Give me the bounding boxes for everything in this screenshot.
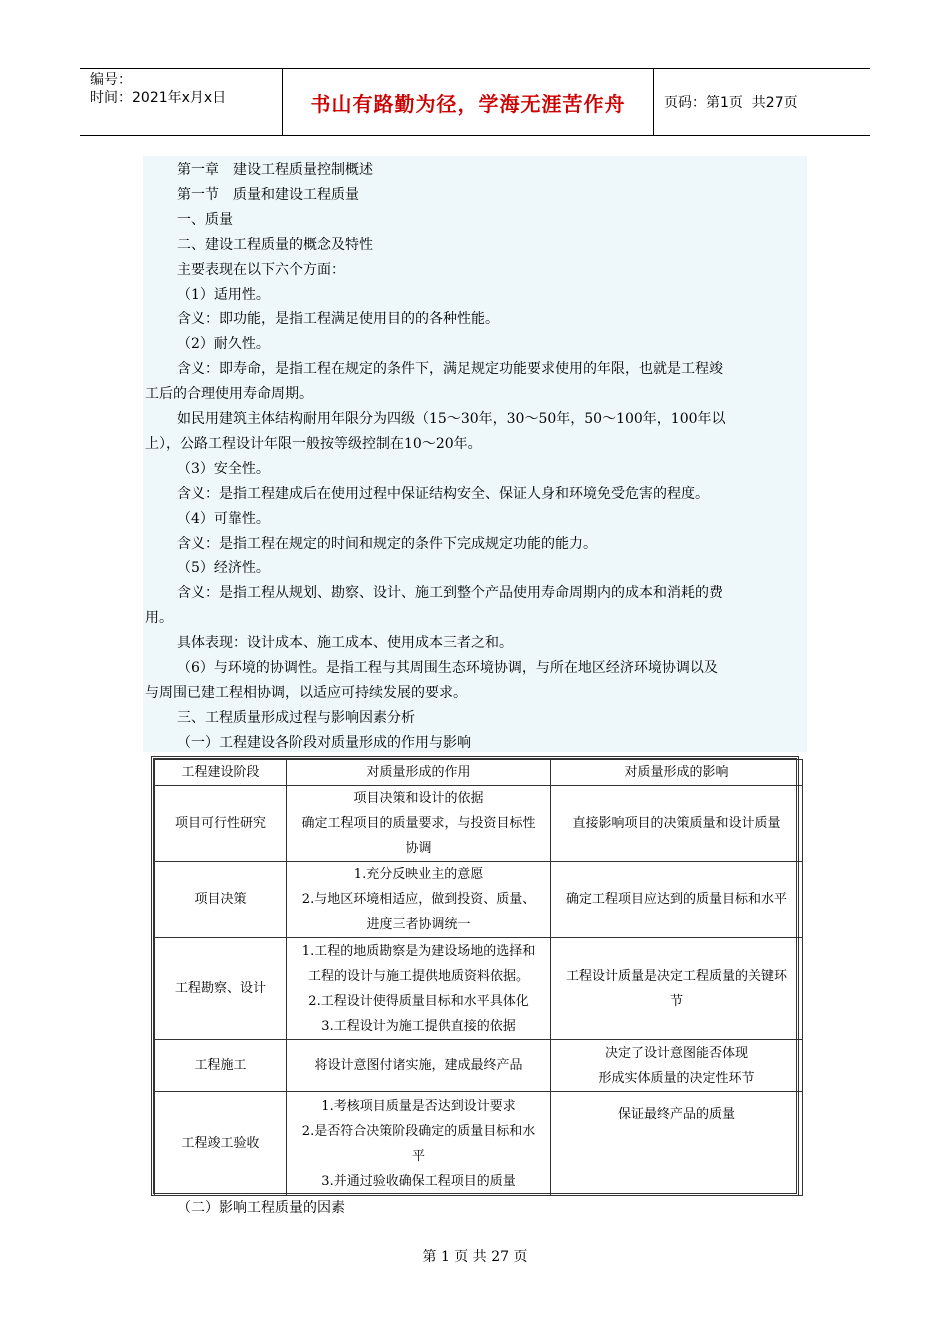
content-line: 含义：是指工程在规定的时间和规定的条件下完成规定功能的能力。 (177, 535, 597, 552)
content-line: 上），公路工程设计年限一般按等级控制在10～20年。 (145, 435, 482, 452)
impact-line: 工程设计质量是决定工程质量的关键环 (565, 968, 787, 984)
table-header-cell: 对质量形成的影响 (551, 760, 803, 786)
role-line: 2.是否符合决策阶段确定的质量目标和水 (301, 1123, 536, 1139)
impact-cell (551, 938, 803, 1040)
stage-cell: 工程施工 (155, 1040, 287, 1092)
role-line: 协调 (405, 841, 432, 856)
table-row (155, 1040, 803, 1092)
stage-cell: 工程勘察、设计 (155, 938, 287, 1040)
content-line: 如民用建筑主体结构耐用年限分为四级（15～30年，30～50年，50～100年，100年以 (177, 411, 726, 427)
stage-cell: 工程竣工验收 (155, 1092, 287, 1196)
impact-line: 确定工程项目应达到的质量目标和水平 (565, 892, 787, 907)
impact-cell (551, 862, 803, 938)
table-row (155, 786, 803, 862)
content-line: （3）安全性。 (177, 460, 270, 477)
role-line: 1.工程的地质勘察是为建设场地的选择和 (301, 943, 536, 959)
impact-line: 直接影响项目的决策质量和设计质量 (572, 816, 781, 831)
role-cell (287, 862, 551, 938)
section-heading: （二）影响工程质量的因素 (177, 1200, 345, 1216)
table-row (155, 862, 803, 938)
content-line: 具体表现：设计成本、施工成本、使用成本三者之和。 (177, 635, 513, 652)
table-row (155, 938, 803, 1040)
content-line: 含义：即功能，是指工程满足使用目的的各种性能。 (177, 311, 499, 328)
content-line: 二、建设工程质量的概念及特性 (177, 236, 373, 253)
impact-line: 决定了设计意图能否体现 (604, 1045, 748, 1061)
page-label: 页码：第1页 共27页 (664, 95, 798, 111)
content-line: 用。 (145, 610, 173, 627)
table-header-cell: 工程建设阶段 (155, 760, 287, 786)
content-line: （5）经济性。 (177, 560, 270, 577)
page-header (80, 68, 870, 136)
content-line: （1）适用性。 (177, 286, 270, 303)
header-motto: 书山有路勤为径，学海无涯苦作舟 (282, 69, 654, 135)
role-line: 进度三者协调统一 (366, 917, 471, 932)
impact-line: 形成实体质量的决定性环节 (598, 1070, 755, 1086)
content-line: （2）耐久性。 (177, 336, 270, 353)
impact-line: 节 (669, 993, 683, 1009)
content-line: （6）与环境的协调性。是指工程与其周围生态环境协调，与所在地区经济环境协调以及 (177, 660, 718, 676)
content-line: （4）可靠性。 (177, 510, 270, 527)
date-label: 时间：2021年x月x日 (90, 90, 227, 106)
impact-line: 保证最终产品的质量 (617, 1107, 735, 1122)
content-line: 一、质量 (177, 211, 233, 228)
content-line: 含义：是指工程从规划、勘察、设计、施工到整个产品使用寿命周期内的成本和消耗的费 (177, 585, 723, 602)
role-cell (287, 786, 551, 862)
impact-cell (551, 786, 803, 862)
code-label: 编号： (90, 72, 132, 88)
stage-cell: 项目决策 (155, 862, 287, 938)
stage-cell: 项目可行性研究 (155, 786, 287, 862)
impact-cell (551, 1092, 803, 1196)
role-line: 3.工程设计为施工提供直接的依据 (321, 1018, 516, 1034)
role-line: 2.与地区环境相适应，做到投资、质量、 (301, 892, 536, 907)
role-line: 确定工程项目的质量要求，与投资目标性 (301, 816, 536, 831)
content-line: 工后的合理使用寿命周期。 (145, 386, 313, 403)
header-meta (80, 69, 282, 135)
role-line: 将设计意图付诸实施，建成最终产品 (314, 1058, 523, 1073)
content-line: （一）工程建设各阶段对质量形成的作用与影响 (177, 734, 471, 751)
table-header-row (155, 760, 803, 786)
content-line: 与周围已建工程相协调，以适应可持续发展的要求。 (145, 684, 467, 701)
role-cell (287, 1092, 551, 1196)
page-footer: 第 1 页 共 27 页 (422, 1249, 528, 1265)
impact-cell (551, 1040, 803, 1092)
role-line: 项目决策和设计的依据 (353, 791, 484, 806)
role-line: 1.充分反映业主的意愿 (353, 867, 484, 882)
content-line: 三、工程质量形成过程与影响因素分析 (177, 709, 415, 726)
header-page (654, 69, 870, 135)
role-line: 2.工程设计使得质量目标和水平具体化 (308, 993, 529, 1009)
role-line: 工程的设计与施工提供地质资料依据。 (307, 968, 529, 984)
content-line: 第一章 建设工程质量控制概述 (177, 162, 373, 178)
stage-table (151, 756, 799, 1196)
content-line: 含义：即寿命，是指工程在规定的条件下，满足规定功能要求使用的年限，也就是工程竣 (177, 361, 723, 378)
table-header-cell: 对质量形成的作用 (287, 760, 551, 786)
content-line: 第一节 质量和建设工程质量 (177, 186, 359, 203)
role-line: 3.并通过验收确保工程项目的质量 (321, 1173, 516, 1189)
content-line: 含义：是指工程建成后在使用过程中保证结构安全、保证人身和环境免受危害的程度。 (177, 485, 709, 502)
table-row (155, 1092, 803, 1196)
content-line: 主要表现在以下六个方面： (177, 261, 345, 278)
role-line: 1.考核项目质量是否达到设计要求 (321, 1098, 516, 1114)
role-cell (287, 1040, 551, 1092)
role-cell (287, 938, 551, 1040)
role-line: 平 (411, 1148, 425, 1164)
